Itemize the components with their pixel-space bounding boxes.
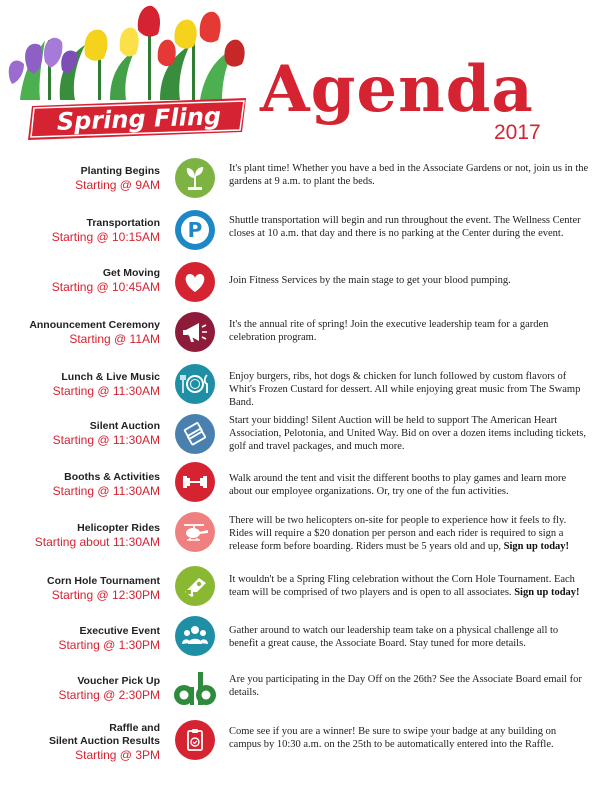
clipboard-icon (175, 720, 215, 760)
ab-logo-icon (172, 670, 218, 710)
agenda-row-lunch (0, 364, 612, 416)
tickets-icon (175, 414, 215, 454)
event-time: Starting @ 10:45AM (51, 280, 160, 294)
event-description-text: It wouldn't be a Spring Fling celebration without the Corn Hole Tournament. Each team will be comprised of two players and is open to all associates. (229, 574, 575, 598)
event-description: Gather around to watch our leadership team take on a physical challenge all to benefit a great cause, the Associate Board. Stay tuned for more details. (229, 625, 559, 649)
event-time: Starting @ 12:30PM (51, 588, 160, 602)
page-year: 2017 (494, 121, 541, 144)
event-name: Raffle and Silent Auction Results (48, 722, 160, 747)
event-description: Are you participating in the Day Off on the 26th? See the Associate Board email for details. (229, 674, 582, 698)
event-description: It's the annual rite of spring! Join the executive leadership team for a garden celebration program. (229, 319, 549, 343)
dumbbell-icon (175, 462, 215, 502)
event-time: Starting @ 1:30PM (58, 638, 160, 652)
tulips-illustration (0, 0, 250, 100)
event-description (229, 573, 589, 599)
sprout-icon (175, 158, 215, 198)
event-description: Enjoy burgers, ribs, hot dogs & chicken for lunch followed by custom flavors of Whit's Frozen Custard for dessert. All while enjoying great music from The Swamp Band. (229, 371, 581, 408)
agenda-row-cornhole (0, 566, 612, 618)
heart-icon (175, 262, 215, 302)
event-time: Starting @ 9AM (75, 178, 160, 192)
event-name: Transportation (86, 217, 160, 229)
megaphone-icon (175, 312, 215, 352)
event-name: Corn Hole Tournament (47, 575, 160, 587)
event-time: Starting @ 11AM (69, 332, 160, 346)
agenda-row-transportation (0, 210, 612, 262)
event-time: Starting @ 2:30PM (58, 688, 160, 702)
page-title: Agenda (260, 52, 534, 127)
event-name: Get Moving (102, 267, 160, 279)
event-name: Voucher Pick Up (77, 675, 160, 687)
agenda-row-get-moving (0, 262, 612, 314)
event-time: Starting @ 11:30AM (52, 384, 160, 398)
agenda-row-voucher (0, 670, 612, 722)
event-description: Start your bidding! Silent Auction will be held to support The American Heart Association, Pelotonia, and United Way. Bid on over a dozen items including tickets, golf and travel packages, and much more. (229, 415, 586, 452)
team-icon (175, 616, 215, 656)
event-name: Announcement Ceremony (29, 319, 160, 331)
signup-link[interactable]: Sign up today! (503, 541, 570, 552)
event-description: Walk around the tent and visit the different booths to play games and learn more about our employee organizations. Or, try one of the fun activities. (229, 473, 567, 497)
agenda-row-helicopter (0, 512, 612, 564)
svg-text:P: P (187, 218, 203, 242)
event-description: Shuttle transportation will begin and run throughout the event. The Wellness Center closes at 10 a.m. that day and there is no parking at the Center during the event. (229, 215, 581, 239)
parking-icon (175, 210, 215, 250)
event-description: Come see if you are a winner! Be sure to swipe your badge at any building on campus by 10:30 a.m. on the 25th to be automatically entered into the Raffle. (229, 726, 557, 750)
event-description: It's plant time! Whether you have a bed in the Associate Gardens or not, join us in the gardens at 9 a.m. to plant the beds. (229, 163, 589, 187)
event-time: Starting @ 3PM (75, 748, 160, 762)
event-time: Starting @ 11:30AM (52, 484, 160, 498)
event-time: Starting about 11:30AM (34, 535, 160, 549)
event-time: Starting @ 11:30AM (52, 433, 160, 447)
helicopter-icon (175, 512, 215, 552)
agenda-row-raffle (0, 718, 612, 778)
logo-text: Spring Fling (56, 102, 222, 136)
event-name: Helicopter Rides (77, 522, 160, 534)
event-description: Join Fitness Services by the main stage to get your blood pumping. (229, 275, 511, 286)
event-description (229, 514, 589, 553)
agenda-row-booths (0, 462, 612, 514)
event-name: Lunch & Live Music (61, 371, 160, 383)
event-name: Executive Event (79, 625, 160, 637)
agenda-row-executive (0, 616, 612, 668)
agenda-row-planting (0, 158, 612, 210)
event-name: Silent Auction (89, 420, 160, 432)
agenda-row-announcement (0, 312, 612, 364)
spring-fling-logo (28, 96, 250, 142)
signup-link[interactable]: Sign up today! (514, 587, 580, 598)
agenda-row-silent-auction (0, 414, 612, 466)
header (0, 0, 612, 150)
event-name: Planting Begins (80, 165, 160, 177)
event-time: Starting @ 10:15AM (51, 230, 160, 244)
event-description-text: There will be two helicopters on-site for people to experience how it feels to fly. Rides will require a $20 donation per person and each rider is required to sign a release form before boarding. Riders must be 5 years old and up, (229, 515, 567, 552)
cornhole-icon (175, 566, 215, 606)
event-name: Booths & Activities (64, 471, 160, 483)
plate-icon (175, 364, 215, 404)
